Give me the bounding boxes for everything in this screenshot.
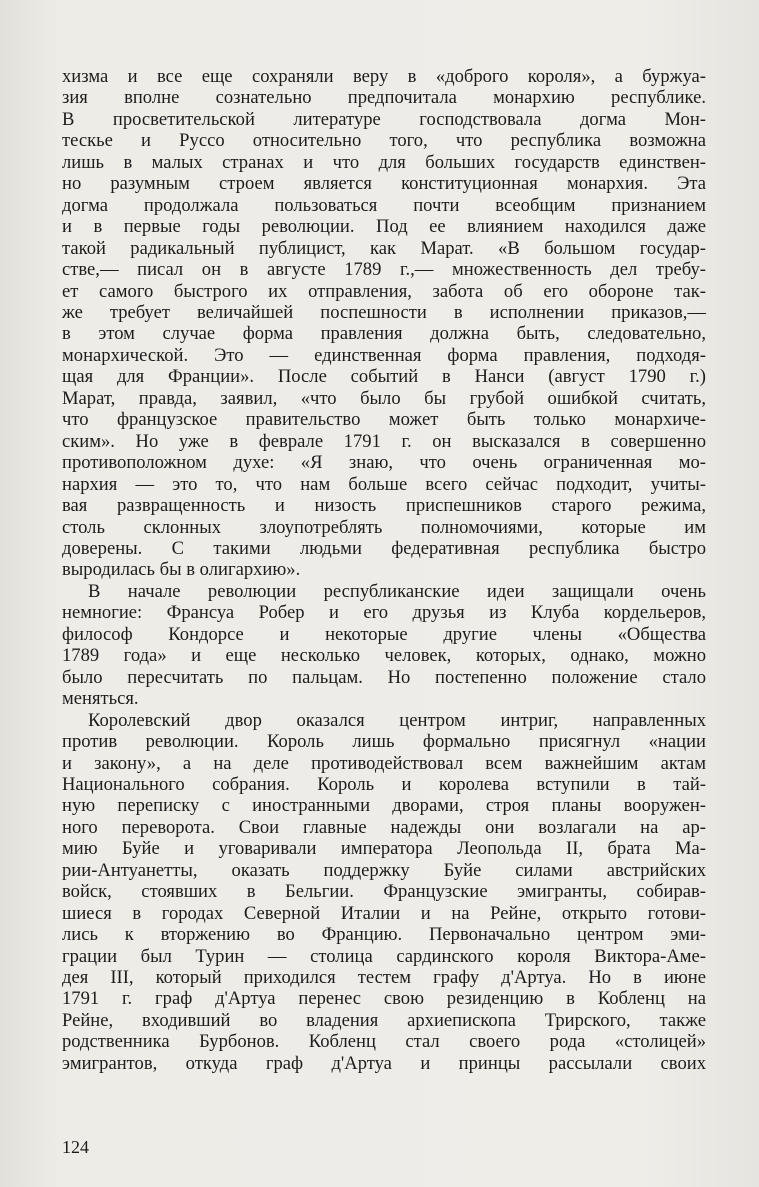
text-line: ским». Но уже в феврале 1791 г. он высказался в совершенно	[62, 430, 706, 452]
text-line: ную переписку с иностранными дворами, строя планы вооружен-	[62, 795, 706, 817]
text-line: шиеся в городах Северной Италии и на Рейне, открыто готови-	[62, 902, 706, 924]
text-line: 1789 года» и еще несколько человек, которых, однако, можно	[62, 645, 706, 667]
text-line: дея III, который приходился тестем графу д'Артуа. Но в июне	[62, 967, 706, 989]
text-line: и в первые годы революции. Под ее влиянием находился даже	[62, 216, 706, 238]
text-line: лись к вторжению во Францию. Первоначально центром эми-	[62, 924, 706, 946]
text-line: щая для Франции». После событий в Нанси (август 1790 г.)	[62, 366, 706, 388]
text-line: ного переворота. Свои главные надежды они возлагали на ар-	[62, 816, 706, 838]
text-line: В просветительской литературе господствовала догма Мон-	[62, 108, 706, 130]
text-line: Марат, правда, заявил, «что было бы грубой ошибкой считать,	[62, 387, 706, 409]
text-line: В начале революции республиканские идеи защищали очень	[88, 580, 706, 602]
text-line: рии-Антуанетты, оказать поддержку Буйе силами австрийских	[62, 859, 706, 881]
text-line: но разумным строем является конституционная монархия. Эта	[62, 173, 706, 195]
paragraph	[62, 66, 706, 581]
text-line: родственника Бурбонов. Кобленц стал своего рода «столицей»	[62, 1031, 706, 1053]
text-line: в этом случае форма правления должна быть, следовательно,	[62, 323, 706, 345]
text-line: доверены. С такими людьми федеративная республика быстро	[62, 537, 706, 559]
text-line: столь склонных злоупотреблять полномочиями, которые им	[62, 516, 706, 538]
paragraph	[62, 710, 706, 1075]
text-line: вая развращенность и низость приспешников старого режима,	[62, 495, 706, 517]
text-line: против революции. Король лишь формально присягнул «нации	[62, 731, 706, 753]
text-line: Королевский двор оказался центром интриг, направленных	[88, 709, 706, 731]
text-line: выродилась бы в олигархию».	[62, 559, 301, 581]
text-line: зия вполне сознательно предпочитала монархию республике.	[62, 87, 706, 109]
text-line: мию Буйе и уговаривали императора Леопольда II, брата Ма-	[62, 838, 706, 860]
text-line: грации был Турин — столица сардинского короля Виктора-Аме-	[62, 945, 706, 967]
text-line: философ Кондорсе и некоторые другие члены «Общества	[62, 623, 706, 645]
text-line: же требует величайшей поспешности в исполнении приказов,—	[62, 301, 706, 323]
text-line: немногие: Франсуа Робер и его друзья из Клуба кордельеров,	[62, 602, 706, 624]
text-line: хизма и все еще сохраняли веру в «доброго короля», а буржуа-	[62, 66, 706, 87]
page-number: 124	[62, 1137, 89, 1157]
text-line: Рейне, входивший во владения архиепископа Трирского, также	[62, 1009, 706, 1031]
text-line: было пересчитать по пальцам. Но постепенно положение стало	[62, 666, 706, 688]
text-line: меняться.	[62, 688, 139, 710]
text-line: тескье и Руссо относительно того, что республика возможна	[62, 130, 706, 152]
text-line: войск, стоявших в Бельгии. Французские эмигранты, собирав-	[62, 881, 706, 903]
text-line: нархия — это то, что нам больше всего сейчас подходит, учиты-	[62, 473, 706, 495]
text-line: 1791 г. граф д'Артуа перенес свою резиденцию в Кобленц на	[62, 988, 706, 1010]
text-line: монархической. Это — единственная форма правления, подходя-	[62, 344, 706, 366]
text-line: и закону», а на деле противодействовал всем важнейшим актам	[62, 752, 706, 774]
text-line: догма продолжала пользоваться почти всеобщим признанием	[62, 194, 706, 216]
text-line: ет самого быстрого их отправления, забота об его обороне так-	[62, 280, 706, 302]
paragraph	[62, 581, 706, 710]
text-line: такой радикальный публицист, как Марат. «В большом государ-	[62, 237, 706, 259]
text-line: Национального собрания. Король и королева вступили в тай-	[62, 773, 706, 795]
body-text	[62, 66, 706, 1074]
text-line: лишь в малых странах и что для больших государств единствен-	[62, 151, 706, 173]
text-line: эмигрантов, откуда граф д'Артуа и принцы рассылали своих	[62, 1052, 706, 1074]
text-line: противоположном духе: «Я знаю, что очень ограниченная мо-	[62, 452, 706, 474]
text-line: стве,— писал он в августе 1789 г.,— множественность дел требу-	[62, 259, 706, 281]
text-line: что французское правительство может быть только монархиче-	[62, 409, 706, 431]
